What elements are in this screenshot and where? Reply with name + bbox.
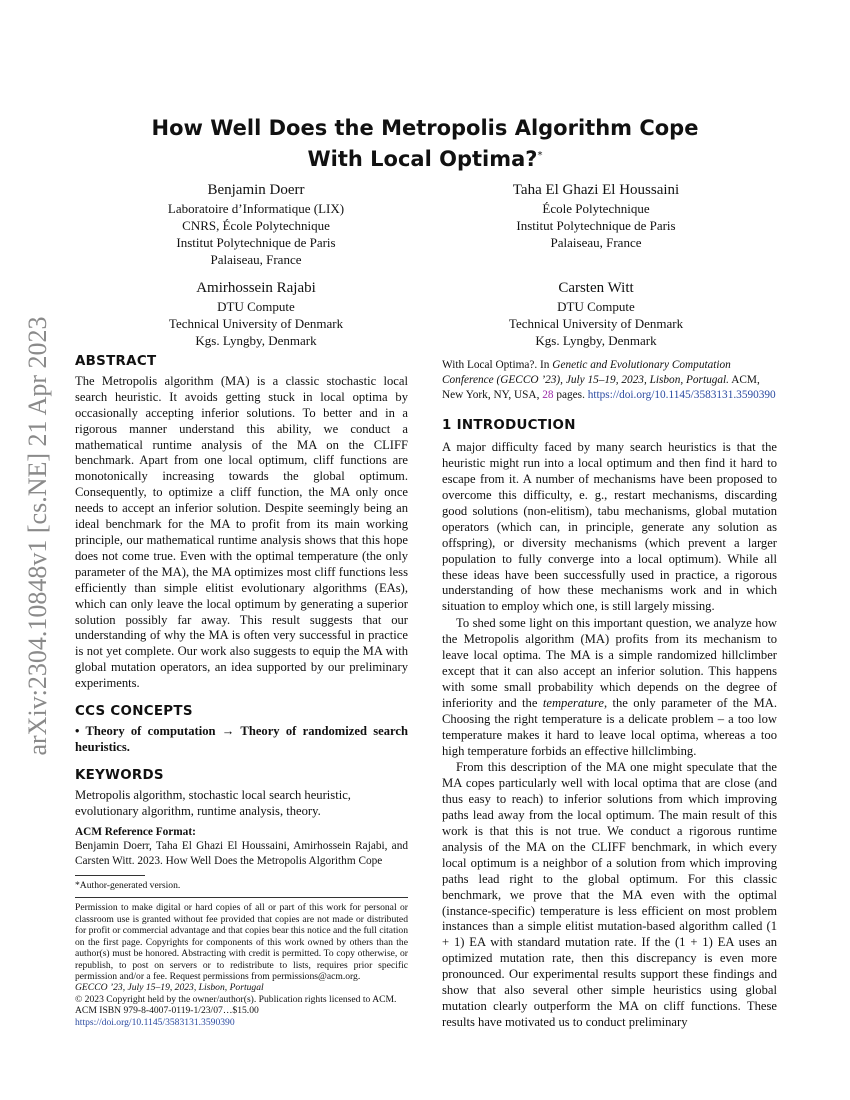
author-affiliation: Institut Polytechnique de Paris [516,218,676,233]
reference-doi-link[interactable]: https://doi.org/10.1145/3583131.3590390 [587,388,776,401]
left-column [75,354,408,1028]
intro-paragraph-2 [442,616,777,759]
intro-paragraph-2-end: , the only parameter of the MA. Choosing the right temperature is a delicate problem – a too low temperature makes it hard to leave local optima, whereas a too high temperature forbids an effective hillclimbing. [442,695,777,758]
author-block-1 [106,180,406,268]
permissions-conference: GECCO ’23, July 15–19, 2023, Lisbon, Portugal [75,982,264,994]
right-column [442,358,777,1031]
intro-paragraph-1: A major difficulty faced by many search heuristics is that the heuristic might run into a local optimum and then find it hard to escape from it. A number of mechanisms have been proposed to overcome this difficulty, e. g., restart mechanisms, discarding good solutions (non-elitism), tabu mechanisms, global mutation operators (which can, in principle, generate any solution as offspring), or diversity mechanisms (which prevent a larger population to fully converge into a local optimum). While all these ideas have been successfully used in practice, a rigorous understanding of how these mechanisms work and in which situation to employ which one, is still largely missing. [442,440,777,614]
ccs-heading: CCS CONCEPTS [75,704,193,720]
permissions-isbn: ACM ISBN 979-8-4007-0119-1/23/07…$15.00 [75,1005,259,1017]
keywords-text: Metropolis algorithm, stochastic local search heuristic, evolutionary algorithm, runtime analysis, theory. [75,787,351,818]
author-affiliation: Palaiseau, France [210,252,302,267]
author-affiliation: DTU Compute [557,299,635,314]
author-affiliation: Kgs. Lyngby, Denmark [535,333,657,348]
arxiv-identifier: arXiv:2304.10848v1 [cs.NE] 21 Apr 2023 [23,316,52,756]
abstract-heading: ABSTRACT [75,354,157,369]
author-name: Carsten Witt [558,280,634,296]
reference-venue: Genetic and Evolutionary Computation Conference (GECCO ’23), July 15–19, 2023, Lisbon, Portugal. [442,359,731,386]
author-affiliation: Palaiseau, France [550,235,642,250]
permissions-doi-link[interactable]: https://doi.org/10.1145/3583131.3590390 [75,1016,235,1028]
permissions-text: Permission to make digital or hard copies of all or part of this work for personal or classroom use is granted without fee provided that copies are not made or distributed for profit or commercial advantage and that copies bear this notice and the full citation on the first page. Copyrights for components of this work owned by others than the author(s) must be honored. Abstracting with credit is permitted. To copy otherwise, or republish, to post on servers or to redistribute to lists, requires prior specific permission and/or a fee. Request permissions from permissions@acm.org. [75,902,408,982]
reference-publisher: ACM, New York, NY, USA, [442,373,760,401]
permissions-rule [75,897,408,898]
reference-page-count[interactable]: 28 [542,388,554,401]
title-footnote-mark: * [537,150,543,161]
keywords-heading: KEYWORDS [75,767,164,783]
author-affiliation: Technical University of Denmark [168,316,344,331]
intro-term-temperature: temperature [542,695,604,710]
author-affiliation: DTU Compute [217,299,295,314]
author-name: Amirhossein Rajabi [196,280,316,296]
author-block-4 [446,278,746,349]
author-affiliation: CNRS, École Polytechnique [182,218,330,233]
ccs-text: • Theory of computation → Theory of randomized search heuristics. [75,723,408,754]
author-affiliation: École Polytechnique [542,201,650,216]
reference-continued-title: With Local Optima?. In [442,359,553,371]
paper-title [60,114,790,173]
reference-heading: ACM Reference Format: [75,826,196,839]
title-line-1: How Well Does the Metropolis Algorithm Cope [151,116,699,140]
author-affiliation: Kgs. Lyngby, Denmark [195,333,317,348]
author-affiliation: Institut Polytechnique de Paris [176,235,336,250]
reference-text: Benjamin Doerr, Taha El Ghazi El Houssaini, Amirhossein Rajabi, and Carsten Witt. 2023. How Well Does the Metropolis Algorithm Cope [75,840,408,868]
reference-pages-word: pages. [553,388,588,401]
reference-continued [442,358,777,402]
permissions-copyright: © 2023 Copyright held by the owner/author(s). Publication rights licensed to ACM. [75,993,397,1005]
footnote-rule [75,875,145,876]
author-name: Benjamin Doerr [207,182,305,198]
footnote-text: *Author-generated version. [75,880,181,892]
author-affiliation: Laboratoire d’Informatique (LIX) [167,201,345,216]
permissions-block [75,902,408,1027]
abstract-text: The Metropolis algorithm (MA) is a classic stochastic local search heuristic. It avoids getting stuck in local optima by occasionally accepting inferior solutions. To better and in a rigorous manner understand this ability, we conduct a mathematical runtime analysis of the MA on the CLIFF benchmark. Apart from one local optimum, cliff functions are monotonically increasing towards the global optimum. Consequently, to optimize a cliff function, the MA only once needs to accept an inferior solution. Despite seemingly being an ideal benchmark for the MA to profit from its main working principle, our mathematical runtime analysis shows that this hope does not come true. Even with the optimal temperature (the only parameter of the MA), the MA optimizes most cliff functions less efficiently than simple elitist evolutionary algorithms (EAs), which can only leave the local optimum by generating a superior solution possibly far away. This result suggests that our understanding of why the MA is often very successful in practice is not yet complete. Our work also suggests to equip the MA with global mutation operators, an idea supported by our preliminary experiments. [75,373,408,691]
introduction-heading: 1 INTRODUCTION [442,418,576,434]
intro-paragraph-2-start: To shed some light on this important question, we analyze how the Metropolis algorithm (MA) profits from its mechanism to leave local optima. The MA is a simple randomized hillclimber except that it can also accept an inferior solution. This happens with some small probability which depends on the degree of inferiority and the [442,616,777,710]
title-line-2: With Local Optima? [307,147,538,171]
intro-paragraph-3: From this description of the MA one might speculate that the MA copes particularly well with local optima that are close (and thus easy to reach) to inferior solutions from which improving paths lead away from the local optimum. The main result of this work is that this is not true. We conduct a rigorous runtime analysis of the MA on the CLIFF benchmark, in which every local optimum is a neighbor of a solution from which improving paths lead right to the global optimum. For this classic benchmark, we prove that the MA even with the optimal (instance-specific) temperature is less efficient on most problem instances than a simple elitist mutation-based algorithm called (1 + 1) EA with standard mutation rate. If the (1 + 1) EA uses an optimized mutation rate, then this discrepancy is even more pronounced. Our experimental results support these findings and show that also several other simple heuristics using global mutation clearly outperform the MA on cliff functions. These results have motivated us to conduct preliminary [442,760,777,1029]
author-affiliation: Technical University of Denmark [508,316,684,331]
author-block-3 [106,278,406,349]
author-block-2 [446,180,746,251]
author-name: Taha El Ghazi El Houssaini [512,182,680,198]
